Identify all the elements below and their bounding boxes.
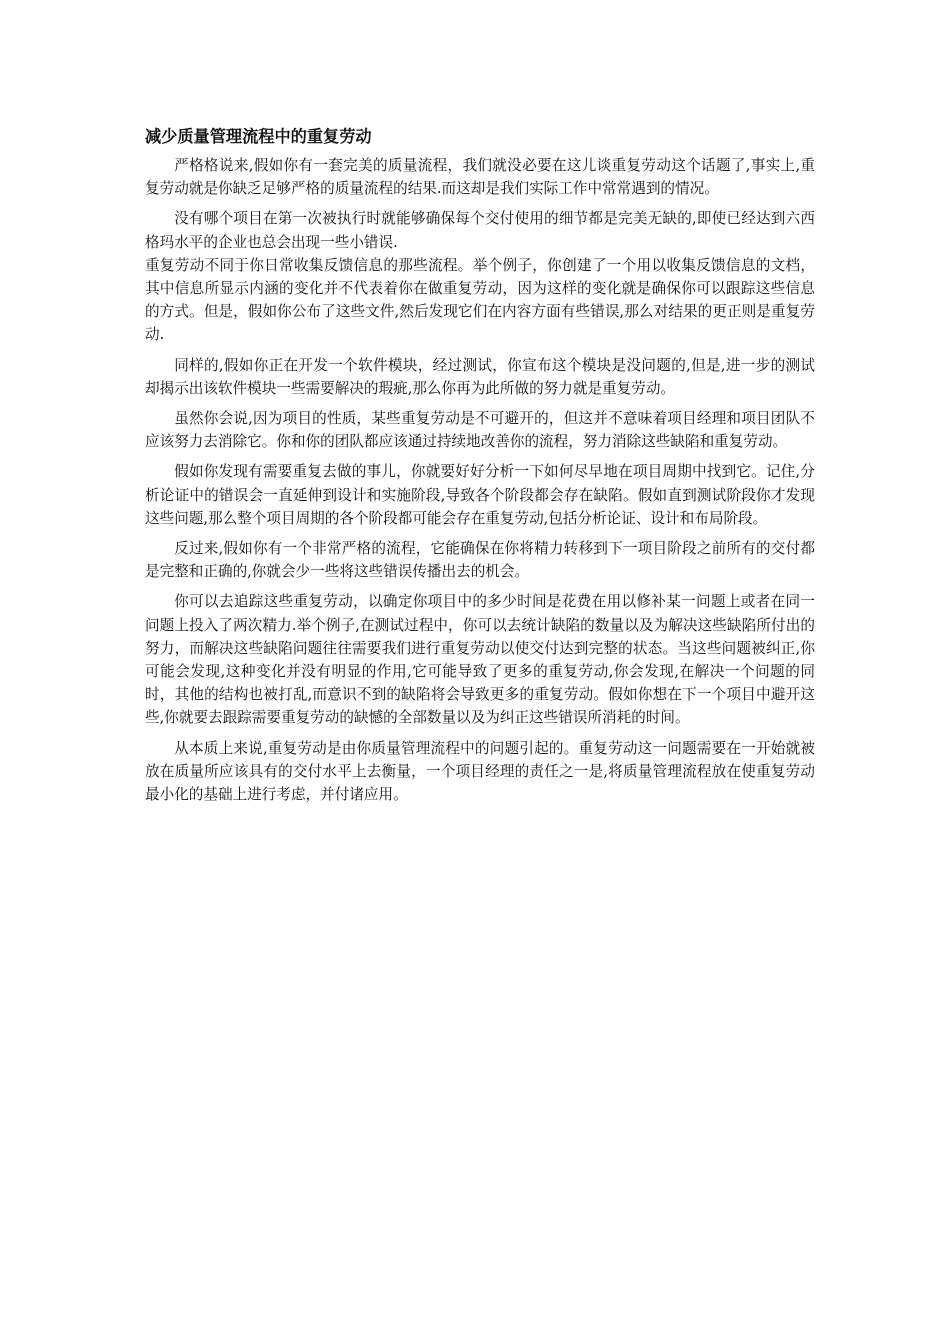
paragraph-4: 同样的,假如你正在开发一个软件模块，经过测试，你宣布这个模块是没问题的,但是,进一步的测试却揭示出该软件模块一些需要解决的瑕疵,那么你再为此所做的努力就是重复劳动。: [145, 356, 815, 397]
paragraph-2: 没有哪个项目在第一次被执行时就能够确保每个交付使用的细节都是完美无缺的,即使已经达到六西格玛水平的企业也总会出现一些小错误.: [145, 210, 815, 251]
paragraph-3: 重复劳动不同于你日常收集反馈信息的那些流程。举个例子，你创建了一个用以收集反馈信息的文档，其中信息所显示内涵的变化并不代表着你在做重复劳动，因为这样的变化就是确保你可以跟踪这些信息的方式。但是，假如你公布了这些文件,然后发现它们在内容方面有些错误,那么对结果的更正则是重复劳动.: [145, 256, 815, 344]
paragraph-1: 严格格说来,假如你有一套完美的质量流程，我们就没必要在这儿谈重复劳动这个话题了,事实上,重复劳动就是你缺乏足够严格的质量流程的结果.而这却是我们实际工作中常常遇到的情况。: [145, 157, 815, 198]
paragraph-8: 你可以去追踪这些重复劳动，以确定你项目中的多少时间是花费在用以修补某一问题上或者在同一问题上投入了两次精力.举个例子,在测试过程中，你可以去统计缺陷的数量以及为解决这些缺陷所付出的努力，而解决这些缺陷问题往往需要我们进行重复劳动以使交付达到完整的状态。当这些问题被纠正,你可能会发现,这种变化并没有明显的作用,它可能导致了更多的重复劳动,你会发现,在解决一个问题的同时，其他的结构也被打乱,而意识不到的缺陷将会导致更多的重复劳动。假如你想在下一个项目中避开这些,你就要去跟踪需要重复劳动的缺憾的全部数量以及为纠正这些错误所消耗的时间。: [145, 593, 815, 727]
paragraph-9: 从本质上来说,重复劳动是由你质量管理流程中的问题引起的。重复劳动这一问题需要在一开始就被放在质量所应该具有的交付水平上去衡量，一个项目经理的责任之一是,将质量管理流程放在使重复劳动最小化的基础上进行考虑，并付诸应用。: [145, 739, 815, 804]
paragraph-5: 虽然你会说,因为项目的性质，某些重复劳动是不可避开的，但这并不意味着项目经理和项目团队不应该努力去消除它。你和你的团队都应该通过持续地改善你的流程，努力消除这些缺陷和重复劳动。: [145, 410, 815, 451]
document-body: [145, 124, 815, 806]
document-title: 减少质量管理流程中的重复劳动: [145, 127, 372, 146]
paragraph-7: 反过来,假如你有一个非常严格的流程，它能确保在你将精力转移到下一项目阶段之前所有的交付都是完整和正确的,你就会少一些将这些错误传播出去的机会。: [145, 540, 815, 581]
paragraph-6: 假如你发现有需要重复去做的事儿，你就要好好分析一下如何尽早地在项目周期中找到它。记住,分析论证中的错误会一直延伸到设计和实施阶段,导致各个阶段都会存在缺陷。假如直到测试阶段你才发现这些问题,那么整个项目周期的各个阶段都可能会存在重复劳动,包括分析论证、设计和布局阶段。: [145, 463, 815, 527]
